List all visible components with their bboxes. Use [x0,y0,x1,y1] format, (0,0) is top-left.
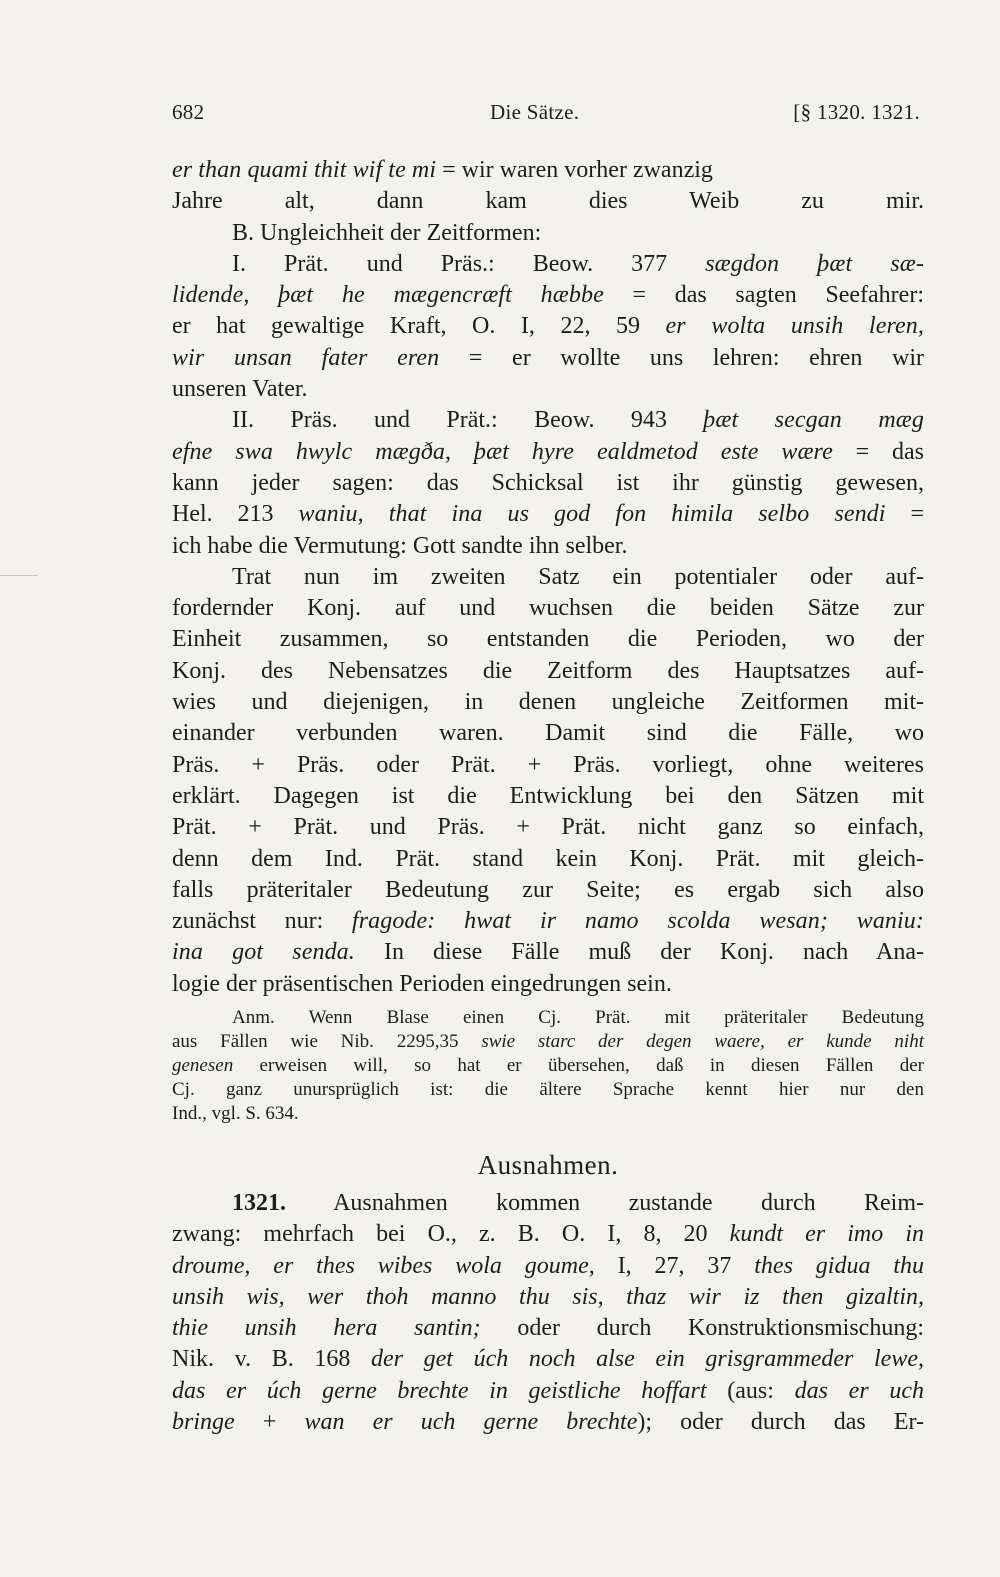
text-line [172,1219,924,1250]
text-line [172,531,924,562]
text-line [172,750,924,781]
text-run: II. Präs. und Prät.: Beow. 943 [232,407,704,434]
text-line [172,656,924,687]
text-run: ich habe die Vermutung: Gott sandte ihn selber. [172,532,628,559]
italic-quotation: swie starc der degen waere, er kunde niht [481,1031,924,1052]
text-run: Trat nun im zweiten Satz ein potentialer oder auf- [232,563,924,590]
section-number: 1321. [232,1190,286,1216]
text-line [172,1313,924,1344]
text-run: Konj. des Nebensatzes die Zeitform des Hauptsatzes auf- [172,657,924,684]
text-line [172,718,924,749]
italic-quotation: der get úch noch alse ein grisgrammeder lewe, [370,1346,924,1373]
text-run: zunächst nur: [172,908,352,935]
text-line [172,937,924,968]
running-header [172,100,924,130]
text-line [172,374,924,405]
text-line [172,468,924,499]
text-line [172,1054,924,1078]
text-line [172,906,924,937]
italic-quotation: sægdon þæt sæ- [705,250,925,277]
text-run: Anm. Wenn Blase einen Cj. Prät. mit präteritaler Bedeutung [232,1007,924,1028]
text-line [172,499,924,530]
italic-quotation: das er úch gerne brechte in geistliche hoffart [172,1377,707,1404]
text-line [172,343,924,374]
text-line [172,593,924,624]
italic-quotation: unsih wis, wer thoh manno thu sis, thaz wir iz then gizaltin, [172,1283,924,1310]
text-line [172,562,924,593]
text-line [172,155,924,186]
text-line [172,781,924,812]
annotation-note [172,1006,924,1126]
italic-quotation: genesen [172,1055,234,1076]
text-line [172,280,924,311]
text-run: = das [832,438,924,465]
italic-quotation: er wolta unsih leren, [665,313,924,340]
text-line [172,1078,924,1102]
text-run: (aus: [706,1377,795,1404]
main-text [172,155,924,1000]
page-number: 682 [172,100,205,124]
text-run: Ausnahmen kommen zustande durch Reim- [286,1190,924,1216]
text-line [172,1344,924,1375]
italic-quotation: wir unsan fater eren [172,344,440,371]
italic-quotation: wan er uch gerne brechte [304,1409,638,1436]
text-line [172,405,924,436]
text-line [172,1102,924,1126]
text-line [172,969,924,1000]
text-run: + [234,1409,305,1436]
text-line [172,624,924,655]
section-reference: [§ 1320. 1321. [793,100,920,124]
italic-quotation: droume, er thes wibes wola goume, [172,1252,595,1279]
text-run: Einheit zusammen, so entstanden die Perioden, wo der [172,626,924,653]
text-line [172,812,924,843]
text-run: Nik. v. B. 168 [172,1346,371,1373]
text-line [172,1376,924,1407]
text-run: denn dem Ind. Prät. stand kein Konj. Prät. mit gleich- [172,845,924,872]
text-line [172,1251,924,1282]
text-run: Cj. ganz unursprüglich ist: die ältere Sprache kennt hier nur den [172,1079,924,1100]
text-line [172,218,924,249]
text-line [172,249,924,280]
italic-quotation: thes gidua thu [754,1252,925,1279]
text-line [172,1282,924,1313]
text-run: er hat gewaltige Kraft, O. I, 22, 59 [172,313,666,340]
text-run: = das sagten Seefahrer: [603,282,924,309]
text-run: = wir waren vorher zwanzig [436,157,713,183]
text-run: Präs. + Präs. oder Prät. + Präs. vorliegt, ohne weiteres [172,751,924,778]
text-run: ); oder durch das Er- [637,1409,924,1436]
text-line [172,311,924,342]
text-line [172,186,924,217]
text-line [172,875,924,906]
scan-edge-mark [0,575,38,576]
text-run: Ind., vgl. S. 634. [172,1103,299,1124]
text-run: Hel. 213 [172,501,299,528]
text-run: I, 27, 37 [594,1252,755,1279]
text-run: fordernder Konj. auf und wuchsen die beiden Sätze zur [172,595,924,622]
italic-quotation: efne swa hwylc mægða, þæt hyre ealdmetod este wære [172,438,833,465]
text-run: logie der präsentischen Perioden eingedrungen sein. [172,970,672,997]
text-run: kann jeder sagen: das Schicksal ist ihr günstig gewesen, [172,469,924,496]
text-line [172,1030,924,1054]
text-run: falls präteritaler Bedeutung zur Seite; es ergab sich also [172,876,924,903]
text-line [172,437,924,468]
italic-quotation: ina got senda. [172,939,355,966]
text-run: In diese Fälle muß der Konj. nach Ana- [354,939,924,966]
italic-quotation: þæt secgan mæg [703,407,925,434]
text-run: Prät. + Prät. und Präs. + Prät. nicht ganz so einfach, [172,814,924,841]
italic-quotation: kundt er imo in [729,1221,924,1248]
text-run: oder durch Konstruktionsmischung: [480,1315,925,1342]
text-run: = er wollte uns lehren: ehren wir [439,344,924,371]
text-line [172,1188,924,1219]
text-run: = [885,501,925,528]
text-run: zwang: mehrfach bei O., z. B. O. I, 8, 20 [172,1221,730,1248]
text-line [172,1006,924,1030]
text-run: unseren Vater. [172,376,308,403]
italic-quotation: er than quami thit wif te mi [172,157,437,183]
section-heading: Ausnahmen. [477,1150,619,1180]
text-line [172,1407,924,1438]
text-run: Jahre alt, dann kam dies Weib zu mir. [172,188,924,215]
text-run: wies und diejenigen, in denen ungleiche Zeitformen mit- [172,689,924,716]
text-run: B. Ungleichheit der Zeitformen: [232,219,542,246]
text-run: erklärt. Dagegen ist die Entwicklung bei den Sätzen mit [172,782,924,809]
text-run: I. Prät. und Präs.: Beow. 377 [232,250,706,277]
text-run: erweisen will, so hat er übersehen, daß in diesen Fällen der [233,1055,924,1076]
italic-quotation: lidende, þæt he mægencræft hæbbe [172,282,604,309]
text-line [172,844,924,875]
italic-quotation: fragode: hwat ir namo scolda wesan; waniu: [351,908,924,935]
italic-quotation: bringe [172,1409,235,1436]
section-1321-text [172,1188,924,1438]
italic-quotation: thie unsih hera santin; [172,1315,481,1342]
italic-quotation: das er uch [794,1377,925,1404]
italic-quotation: waniu, that ina us god fon himila selbo sendi [298,501,886,528]
text-run: einander verbunden waren. Damit sind die Fälle, wo [172,720,924,747]
text-line [172,687,924,718]
running-title: Die Sätze. [490,100,580,124]
text-run: aus Fällen wie Nib. 2295,35 [172,1031,482,1052]
